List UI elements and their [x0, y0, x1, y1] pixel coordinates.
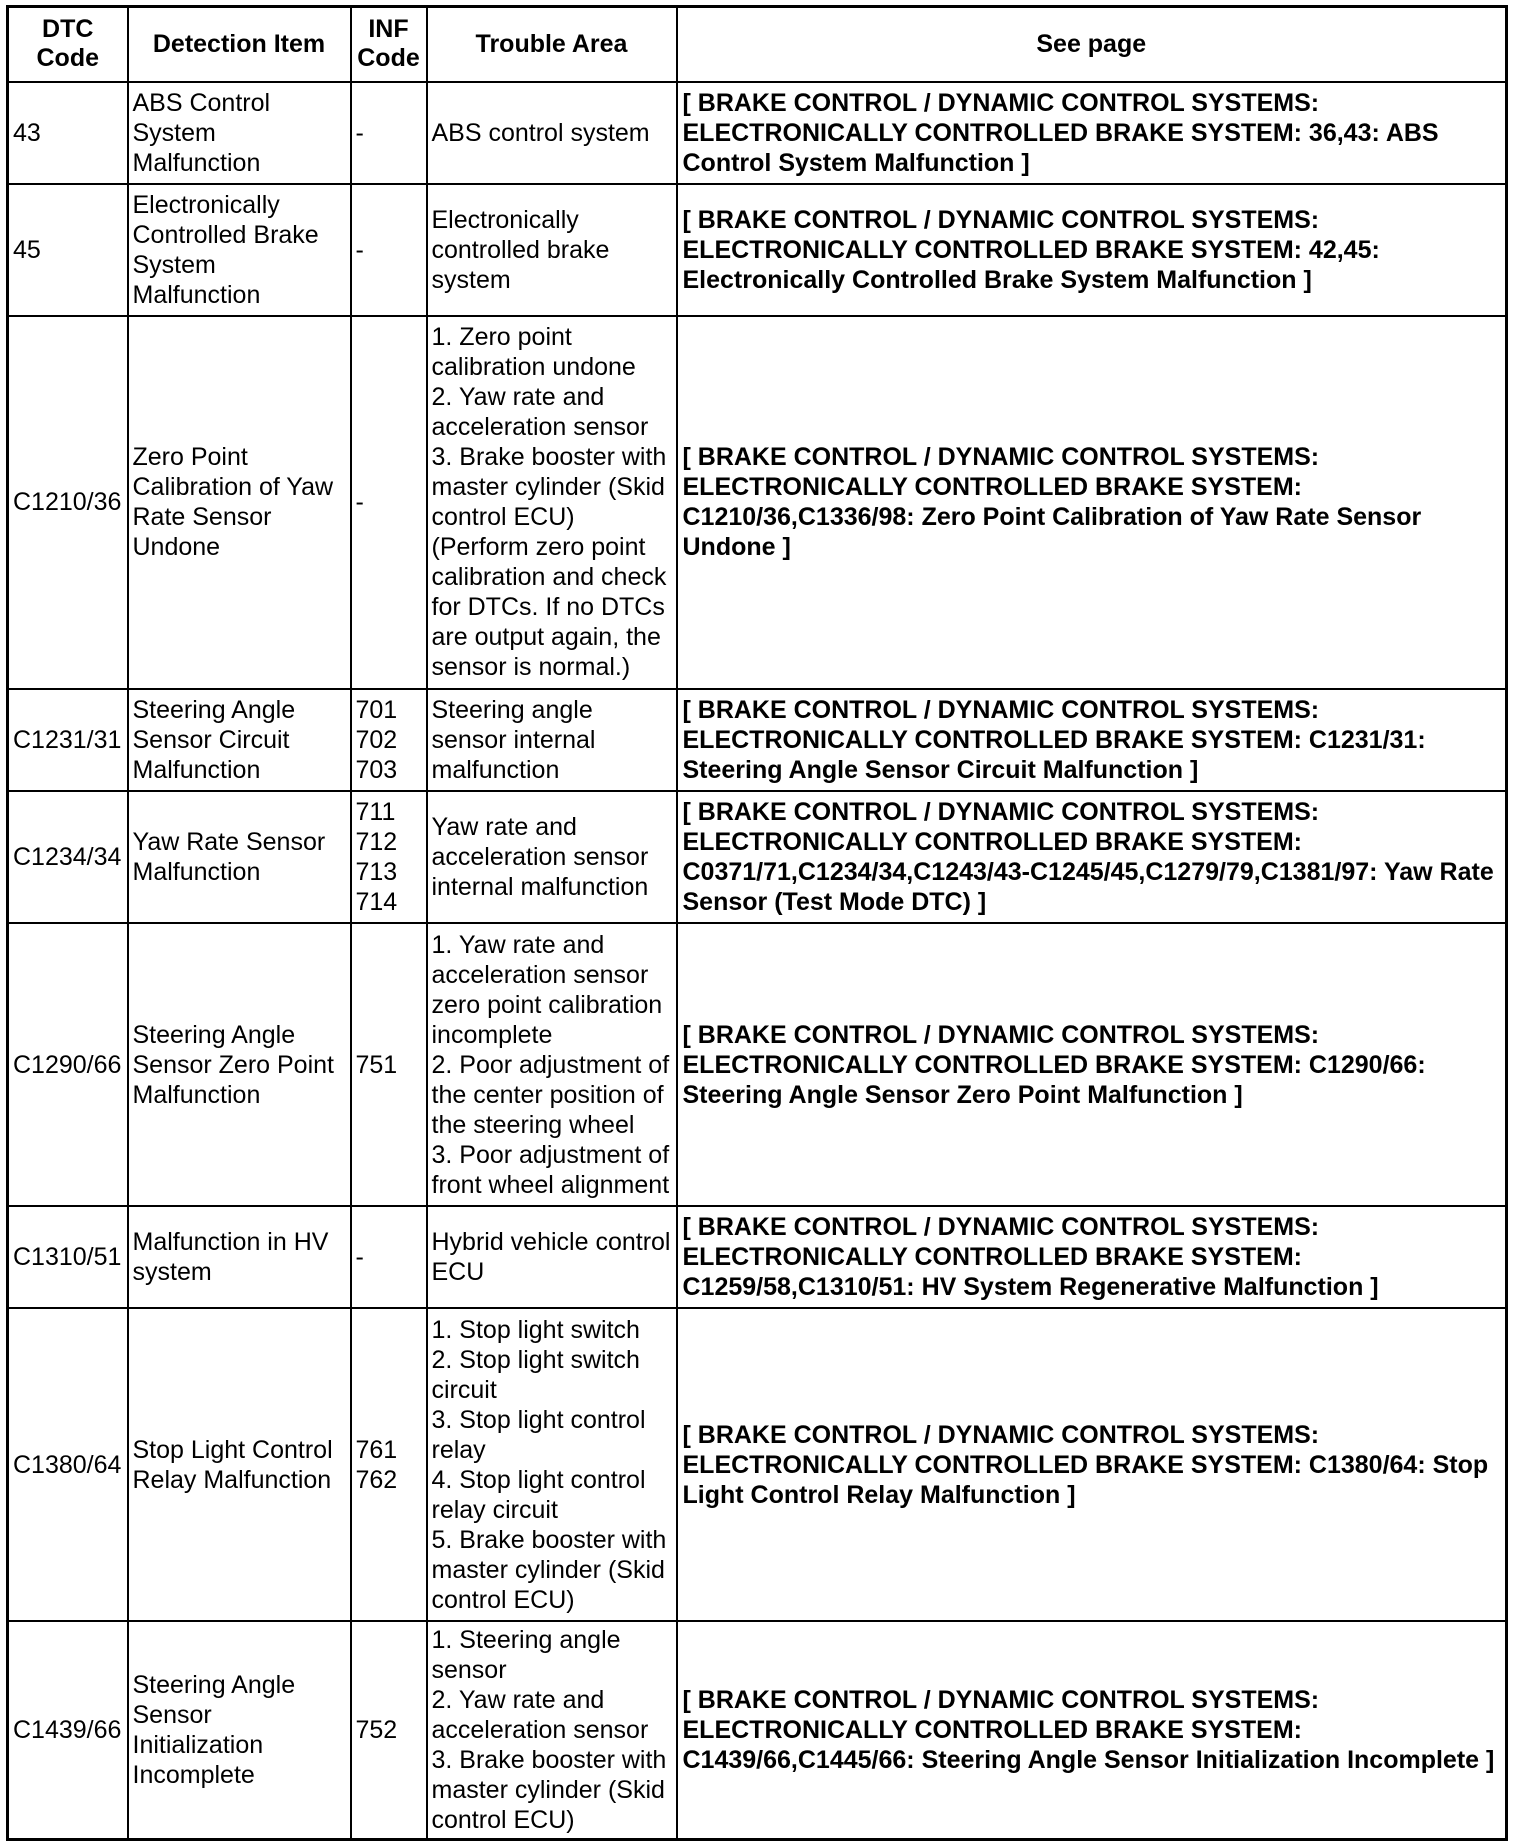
- see-page-link[interactable]: [ BRAKE CONTROL / DYNAMIC CONTROL SYSTEMS: ELECTRONICALLY CONTROLLED BRAKE SYSTEM: C0371/71,C1234/34,C1243/43-C1245/45,C1279/79,C1381/97: Yaw Rate Sensor (Test Mode DTC) ]: [677, 791, 1507, 923]
- dtc-code-cell: C1310/51: [8, 1206, 128, 1308]
- inf-code-cell: [351, 82, 427, 184]
- detection-item-cell: Steering Angle Sensor Zero Point Malfunction: [128, 923, 351, 1206]
- trouble-area-item: 1. Zero point calibration undone: [431, 323, 636, 382]
- header-row: [8, 7, 1507, 82]
- header-trouble-area: Trouble Area: [427, 7, 677, 82]
- inf-code-value: 762: [355, 1465, 398, 1494]
- trouble-area-item: 2. Stop light switch circuit: [431, 1345, 640, 1404]
- dtc-code-cell: C1290/66: [8, 923, 128, 1206]
- table-row: [8, 1308, 1507, 1621]
- trouble-area-item: 2. Poor adjustment of the center position of the steering wheel: [431, 1050, 670, 1139]
- inf-code-value: -: [355, 235, 364, 264]
- trouble-area-item: 3. Stop light control relay: [431, 1405, 646, 1464]
- trouble-area-cell: [427, 1308, 677, 1621]
- trouble-area-item: 3. Poor adjustment of front wheel alignment: [431, 1140, 670, 1199]
- inf-code-value: -: [355, 1243, 364, 1272]
- trouble-area-item: Yaw rate and acceleration sensor internal malfunction: [431, 813, 649, 902]
- trouble-area-cell: [427, 689, 677, 791]
- trouble-area-item: 4. Stop light control relay circuit: [431, 1465, 646, 1524]
- trouble-area-item: Hybrid vehicle control ECU: [431, 1228, 671, 1287]
- dtc-code-cell: 43: [8, 82, 128, 184]
- inf-code-cell: [351, 1308, 427, 1621]
- see-page-link[interactable]: [ BRAKE CONTROL / DYNAMIC CONTROL SYSTEMS: ELECTRONICALLY CONTROLLED BRAKE SYSTEM: 36,43: ABS Control System Malfunction ]: [677, 82, 1507, 184]
- inf-code-value: 703: [355, 755, 398, 784]
- dtc-code-cell: C1380/64: [8, 1308, 128, 1621]
- dtc-code-cell: 45: [8, 184, 128, 316]
- inf-code-value: -: [355, 118, 364, 147]
- detection-item-cell: Zero Point Calibration of Yaw Rate Sensor Undone: [128, 316, 351, 689]
- header-inf-code: INF Code: [351, 7, 427, 82]
- inf-code-value: -: [355, 488, 364, 517]
- inf-code-value: 712: [355, 828, 398, 857]
- trouble-area-item: 5. Brake booster with master cylinder (Skid control ECU): [431, 1525, 667, 1614]
- trouble-area-cell: [427, 82, 677, 184]
- table-row: [8, 1206, 1507, 1308]
- see-page-link[interactable]: [ BRAKE CONTROL / DYNAMIC CONTROL SYSTEMS: ELECTRONICALLY CONTROLLED BRAKE SYSTEM: C1210/36,C1336/98: Zero Point Calibration of Yaw Rate Sensor Undone ]: [677, 316, 1507, 689]
- detection-item-cell: Electronically Controlled Brake System Malfunction: [128, 184, 351, 316]
- inf-code-value: 761: [355, 1435, 398, 1464]
- see-page-link[interactable]: [ BRAKE CONTROL / DYNAMIC CONTROL SYSTEMS: ELECTRONICALLY CONTROLLED BRAKE SYSTEM: C1439/66,C1445/66: Steering Angle Sensor Initialization Incomplete ]: [677, 1621, 1507, 1840]
- trouble-area-item: Electronically controlled brake system: [431, 205, 610, 294]
- dtc-code-cell: C1231/31: [8, 689, 128, 791]
- inf-code-value: 751: [355, 1050, 398, 1079]
- header-see-page: See page: [677, 7, 1507, 82]
- table-row: [8, 1621, 1507, 1840]
- inf-code-value: 714: [355, 888, 398, 917]
- table-body: [8, 82, 1507, 1840]
- trouble-area-item: 3. Brake booster with master cylinder (Skid control ECU): [431, 1745, 667, 1834]
- see-page-link[interactable]: [ BRAKE CONTROL / DYNAMIC CONTROL SYSTEMS: ELECTRONICALLY CONTROLLED BRAKE SYSTEM: C1380/64: Stop Light Control Relay Malfunction ]: [677, 1308, 1507, 1621]
- detection-item-cell: Malfunction in HV system: [128, 1206, 351, 1308]
- trouble-area-item: 2. Yaw rate and acceleration sensor: [431, 383, 649, 442]
- inf-code-cell: [351, 1206, 427, 1308]
- trouble-area-cell: [427, 923, 677, 1206]
- dtc-table: [6, 5, 1508, 1841]
- trouble-area-cell: [427, 184, 677, 316]
- inf-code-cell: [351, 316, 427, 689]
- inf-code-cell: [351, 184, 427, 316]
- trouble-area-item: 1. Yaw rate and acceleration sensor zero point calibration incomplete: [431, 930, 663, 1049]
- detection-item-cell: Stop Light Control Relay Malfunction: [128, 1308, 351, 1621]
- table-row: [8, 923, 1507, 1206]
- trouble-area-cell: [427, 316, 677, 689]
- dtc-code-cell: C1439/66: [8, 1621, 128, 1840]
- trouble-area-cell: [427, 1621, 677, 1840]
- trouble-area-item: 2. Yaw rate and acceleration sensor: [431, 1685, 649, 1744]
- trouble-area-item: (Perform zero point calibration and check for DTCs. If no DTCs are output again, the sensor is normal.): [431, 533, 667, 682]
- detection-item-cell: Yaw Rate Sensor Malfunction: [128, 791, 351, 923]
- see-page-link[interactable]: [ BRAKE CONTROL / DYNAMIC CONTROL SYSTEMS: ELECTRONICALLY CONTROLLED BRAKE SYSTEM: C1259/58,C1310/51: HV System Regenerative Malfunction ]: [677, 1206, 1507, 1308]
- trouble-area-item: 1. Stop light switch: [431, 1315, 640, 1344]
- inf-code-value: 702: [355, 725, 398, 754]
- inf-code-cell: [351, 689, 427, 791]
- inf-code-cell: [351, 791, 427, 923]
- dtc-code-cell: C1210/36: [8, 316, 128, 689]
- table-row: [8, 82, 1507, 184]
- detection-item-cell: ABS Control System Malfunction: [128, 82, 351, 184]
- header-dtc-code: DTC Code: [8, 7, 128, 82]
- trouble-area-item: ABS control system: [431, 118, 650, 147]
- see-page-link[interactable]: [ BRAKE CONTROL / DYNAMIC CONTROL SYSTEMS: ELECTRONICALLY CONTROLLED BRAKE SYSTEM: C1231/31: Steering Angle Sensor Circuit Malfunction ]: [677, 689, 1507, 791]
- see-page-link[interactable]: [ BRAKE CONTROL / DYNAMIC CONTROL SYSTEMS: ELECTRONICALLY CONTROLLED BRAKE SYSTEM: 42,45: Electronically Controlled Brake System Malfunction ]: [677, 184, 1507, 316]
- inf-code-cell: [351, 1621, 427, 1840]
- trouble-area-item: Steering angle sensor internal malfunction: [431, 695, 596, 784]
- trouble-area-item: 1. Steering angle sensor: [431, 1625, 621, 1684]
- inf-code-value: 711: [355, 798, 396, 827]
- trouble-area-cell: [427, 1206, 677, 1308]
- table-row: [8, 316, 1507, 689]
- table-row: [8, 791, 1507, 923]
- inf-code-cell: [351, 923, 427, 1206]
- see-page-link[interactable]: [ BRAKE CONTROL / DYNAMIC CONTROL SYSTEMS: ELECTRONICALLY CONTROLLED BRAKE SYSTEM: C1290/66: Steering Angle Sensor Zero Point Malfunction ]: [677, 923, 1507, 1206]
- header-detection-item: Detection Item: [128, 7, 351, 82]
- trouble-area-cell: [427, 791, 677, 923]
- detection-item-cell: Steering Angle Sensor Circuit Malfunction: [128, 689, 351, 791]
- dtc-code-cell: C1234/34: [8, 791, 128, 923]
- trouble-area-item: 3. Brake booster with master cylinder (Skid control ECU): [431, 443, 667, 532]
- table-row: [8, 689, 1507, 791]
- detection-item-cell: Steering Angle Sensor Initialization Incomplete: [128, 1621, 351, 1840]
- inf-code-value: 701: [355, 695, 398, 724]
- inf-code-value: 752: [355, 1715, 398, 1744]
- inf-code-value: 713: [355, 858, 398, 887]
- table-row: [8, 184, 1507, 316]
